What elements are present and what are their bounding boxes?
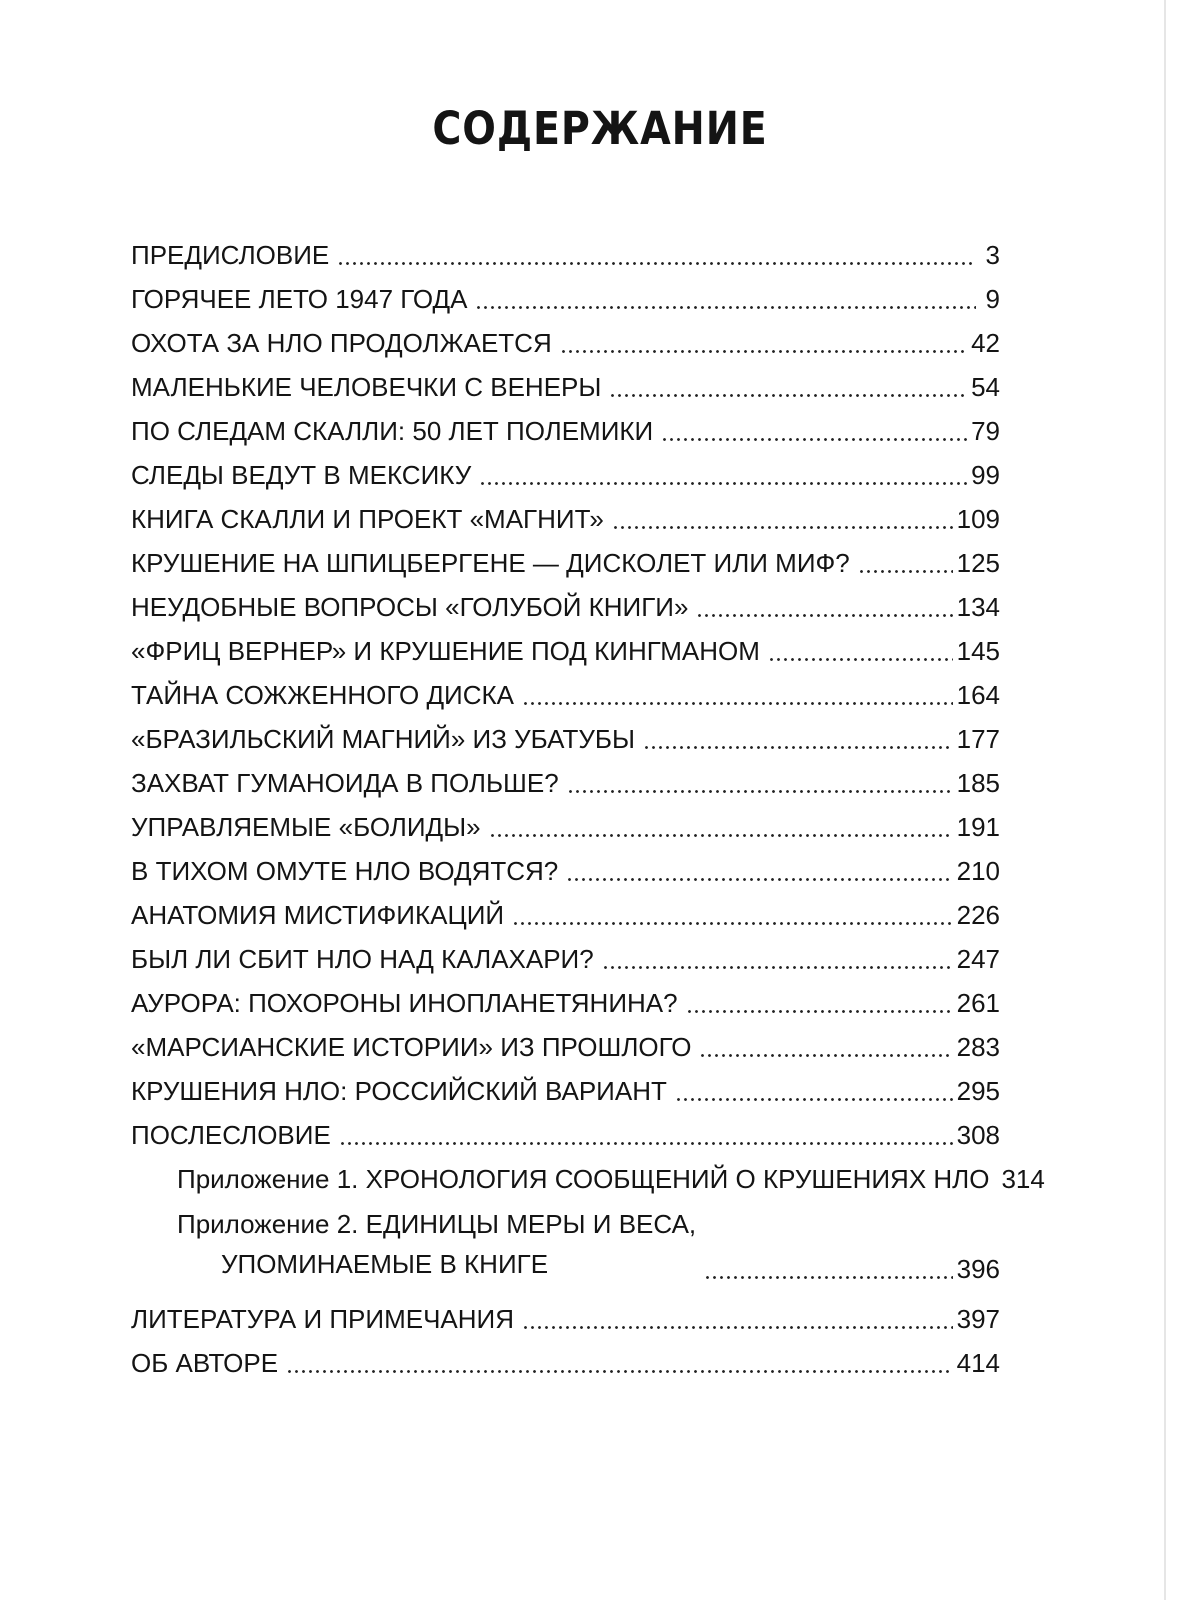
dot-leader	[567, 768, 953, 798]
dot-leader	[675, 1076, 953, 1106]
dot-leader	[686, 988, 953, 1018]
toc-entry[interactable]	[131, 534, 1000, 578]
toc-entry[interactable]	[131, 490, 1000, 534]
toc-entry-label: ЛИТЕРАТУРА И ПРИМЕЧАНИЯ	[131, 1304, 514, 1334]
dot-leader	[696, 592, 952, 622]
toc-entry-page: 177	[956, 724, 1000, 754]
toc-entry-label: ПРЕДИСЛОВИЕ	[131, 240, 330, 270]
toc-entry[interactable]	[131, 622, 1000, 666]
toc-entry-page: 247	[956, 944, 1000, 974]
dot-leader	[661, 416, 967, 446]
toc-entry[interactable]	[131, 1062, 1000, 1106]
toc-entry-label: ГОРЯЧЕЕ ЛЕТО 1947 ГОДА	[131, 284, 468, 314]
toc-entry-page: 99	[971, 460, 1000, 490]
toc-entry[interactable]	[131, 226, 1000, 270]
dot-leader	[704, 1254, 952, 1284]
toc-entry-label: Приложение 1. ХРОНОЛОГИЯ СООБЩЕНИЙ О КРУШЕНИЯХ НЛО	[177, 1164, 990, 1194]
toc-entry[interactable]	[131, 446, 1000, 490]
toc-entry-label: КНИГА СКАЛЛИ И ПРОЕКТ «МАГНИТ»	[131, 504, 604, 534]
toc-entry-label: МАЛЕНЬКИЕ ЧЕЛОВЕЧКИ С ВЕНЕРЫ	[131, 372, 602, 402]
toc-entry[interactable]	[131, 666, 1000, 710]
toc-entry-label: «ФРИЦ ВЕРНЕР» И КРУШЕНИЕ ПОД КИНГМАНОМ	[131, 636, 760, 666]
toc-entry-page: 185	[956, 768, 1000, 798]
toc-entry-label: ОБ АВТОРЕ	[131, 1348, 279, 1378]
toc-entry-page: 164	[956, 680, 1000, 710]
toc-entry-page: 308	[956, 1120, 1000, 1150]
toc-entry-label: КРУШЕНИЯ НЛО: РОССИЙСКИЙ ВАРИАНТ	[131, 1076, 667, 1106]
page-edge-line	[1164, 0, 1166, 1600]
toc-entry-label: КРУШЕНИЕ НА ШПИЦБЕРГЕНЕ — ДИСКОЛЕТ ИЛИ МИФ?	[131, 548, 850, 578]
toc-entry-page: 145	[956, 636, 1000, 666]
toc-entry-label	[177, 1204, 702, 1284]
toc-entry-label: В ТИХОМ ОМУТЕ НЛО ВОДЯТСЯ?	[131, 856, 559, 886]
toc-entry-page: 3	[985, 240, 1000, 270]
toc-entry-page: 109	[956, 504, 1000, 534]
toc-entry-page: 134	[956, 592, 1000, 622]
toc-entry-label: СЛЕДЫ ВЕДУТ В МЕКСИКУ	[131, 460, 472, 490]
toc-entry-page: 9	[985, 284, 1000, 314]
dot-leader	[643, 724, 953, 754]
toc-entry-page: 314	[1001, 1164, 1045, 1194]
toc-entry-page: 191	[956, 812, 1000, 842]
page-title: СОДЕРЖАНИЕ	[432, 102, 768, 155]
toc-entry-label: АУРОРА: ПОХОРОНЫ ИНОПЛАНЕТЯНИНА?	[131, 988, 678, 1018]
dot-leader	[489, 812, 953, 842]
toc-entry-label: ПОСЛЕСЛОВИЕ	[131, 1120, 331, 1150]
toc-entry-label: БЫЛ ЛИ СБИТ НЛО НАД КАЛАХАРИ?	[131, 944, 594, 974]
toc-entry[interactable]	[131, 930, 1000, 974]
dot-leader	[522, 1304, 953, 1334]
dot-leader	[286, 1348, 953, 1378]
toc-entry-label: ОХОТА ЗА НЛО ПРОДОЛЖАЕТСЯ	[131, 328, 552, 358]
toc-entry[interactable]	[131, 754, 1000, 798]
toc-entry-page: 414	[956, 1348, 1000, 1378]
toc-entry[interactable]	[131, 1106, 1000, 1150]
toc-entry-page: 226	[956, 900, 1000, 930]
dot-leader	[560, 328, 967, 358]
toc-entry[interactable]	[131, 358, 1000, 402]
toc-entry-page: 79	[971, 416, 1000, 446]
dot-leader	[522, 680, 953, 710]
toc-entry-page: 261	[956, 988, 1000, 1018]
toc-entry-label: ПО СЛЕДАМ СКАЛЛИ: 50 ЛЕТ ПОЛЕМИКИ	[131, 416, 654, 446]
toc-entry-page: 397	[956, 1304, 1000, 1334]
toc-entry-page: 54	[971, 372, 1000, 402]
toc-entry[interactable]	[131, 1290, 1000, 1334]
dot-leader	[612, 504, 953, 534]
toc-entry-label: УПРАВЛЯЕМЫЕ «БОЛИДЫ»	[131, 812, 481, 842]
dot-leader	[858, 548, 953, 578]
dot-leader	[699, 1032, 952, 1062]
toc-entry[interactable]	[131, 402, 1000, 446]
toc-entry[interactable]	[131, 578, 1000, 622]
dot-leader	[768, 636, 953, 666]
toc-entry-label-line-2: УПОМИНАЕМЫЕ В КНИГЕ	[221, 1249, 549, 1279]
dot-leader	[475, 284, 976, 314]
toc-entry-page: 125	[956, 548, 1000, 578]
toc-entry-label-line-1: Приложение 2. ЕДИНИЦЫ МЕРЫ И ВЕСА,	[177, 1209, 697, 1239]
dot-leader	[339, 1120, 953, 1150]
toc-entry-page: 396	[956, 1254, 1000, 1284]
toc-entry[interactable]	[131, 710, 1000, 754]
toc-entry-label: «БРАЗИЛЬСКИЙ МАГНИЙ» ИЗ УБАТУБЫ	[131, 724, 635, 754]
toc-appendix-2[interactable]	[131, 1194, 1000, 1284]
toc-entry-page: 283	[956, 1032, 1000, 1062]
toc-entry[interactable]	[131, 974, 1000, 1018]
toc-entry-page: 295	[956, 1076, 1000, 1106]
dot-leader	[479, 460, 967, 490]
toc-entry[interactable]	[131, 798, 1000, 842]
toc-entry-label: «МАРСИАНСКИЕ ИСТОРИИ» ИЗ ПРОШЛОГО	[131, 1032, 692, 1062]
dot-leader	[512, 900, 953, 930]
toc-entry-page: 210	[956, 856, 1000, 886]
dot-leader	[566, 856, 952, 886]
dot-leader	[609, 372, 967, 402]
toc-entry[interactable]	[131, 886, 1000, 930]
toc-appendix-1[interactable]	[131, 1150, 1045, 1194]
toc-entry[interactable]	[131, 314, 1000, 358]
toc-entry[interactable]	[131, 842, 1000, 886]
toc-entry-label: ТАЙНА СОЖЖЕННОГО ДИСКА	[131, 680, 515, 710]
toc-entry-label: ЗАХВАТ ГУМАНОИДА В ПОЛЬШЕ?	[131, 768, 559, 798]
toc-entry-page: 42	[971, 328, 1000, 358]
dot-leader	[337, 240, 976, 270]
toc-entry[interactable]	[131, 1018, 1000, 1062]
toc-entry-label: АНАТОМИЯ МИСТИФИКАЦИЙ	[131, 900, 505, 930]
toc-entry[interactable]	[131, 270, 1000, 314]
toc-entry[interactable]	[131, 1334, 1000, 1378]
toc-entry-label: НЕУДОБНЫЕ ВОПРОСЫ «ГОЛУБОЙ КНИГИ»	[131, 592, 689, 622]
table-of-contents	[131, 226, 1045, 1378]
dot-leader	[602, 944, 953, 974]
